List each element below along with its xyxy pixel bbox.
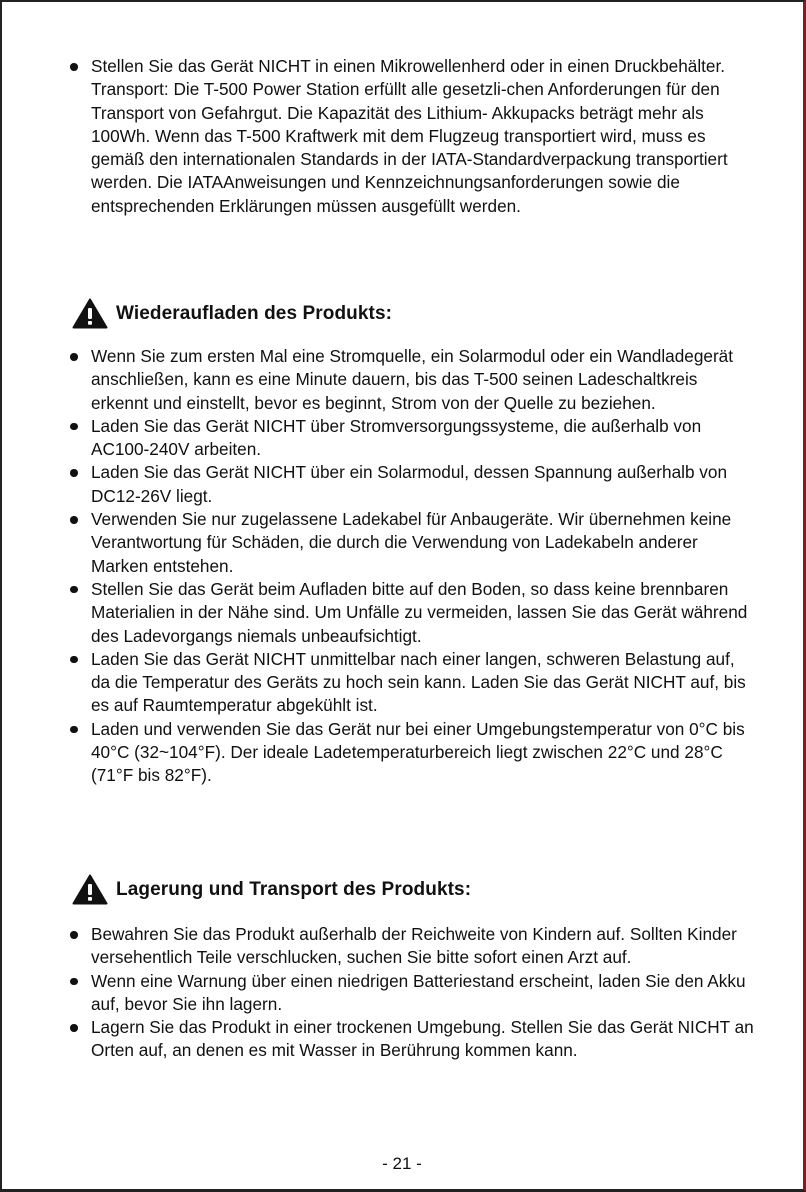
- intro-bullet-list: [68, 55, 758, 218]
- bullet-item: Wenn eine Warnung über einen niedrigen Batteriestand erscheint, laden Sie den Akku auf, bevor Sie ihn lagern.: [68, 970, 758, 1017]
- bullet-item: Stellen Sie das Gerät NICHT in einen Mikrowellenherd oder in einen Druckbehälter. Transport: Die T-500 Power Station erfüllt alle gesetzli-chen Anforderungen für den Transport von Gefahrgut. Die Kapazität des Lithium- Akkupacks beträgt mehr als 100Wh. Wenn das T-500 Kraftwerk mit dem Flugzeug transportiert wird, muss es gemäß den internationalen Standards in der IATA-Standardverpackung transportiert werden. Die IATAAnweisungen und Kennzeichnungsanforderungen sowie die entsprechenden Erklärungen müssen ausgefüllt werden.: [68, 55, 758, 218]
- warning-triangle-icon: [72, 298, 108, 329]
- page-number: - 21 -: [382, 1154, 422, 1173]
- bullet-item: Laden Sie das Gerät NICHT über Stromversorgungssysteme, die außerhalb von AC100-240V arbeiten.: [68, 415, 758, 462]
- bullet-item: Verwenden Sie nur zugelassene Ladekabel für Anbaugeräte. Wir übernehmen keine Verantwortung für Schäden, die durch die Verwendung von Ladekabeln anderer Marken entstehen.: [68, 508, 758, 578]
- section-title: Lagerung und Transport des Produkts:: [116, 878, 472, 900]
- bullet-item: Wenn Sie zum ersten Mal eine Stromquelle, ein Solarmodul oder ein Wandladegerät anschließen, kann es eine Minute dauern, bis das T-500 seinen Ladeschaltkreis erkennt und einstellt, bevor es beginnt, Strom von der Quelle zu beziehen.: [68, 345, 758, 415]
- bullet-item: Laden Sie das Gerät NICHT über ein Solarmodul, dessen Spannung außerhalb von DC12-26V liegt.: [68, 461, 758, 508]
- section-heading-recharge: [72, 298, 392, 329]
- warning-triangle-icon: [72, 874, 108, 905]
- bullet-item: Laden Sie das Gerät NICHT unmittelbar nach einer langen, schweren Belastung auf, da die Temperatur des Geräts zu hoch sein kann. Laden Sie das Gerät NICHT auf, bis es auf Raumtemperatur abgekühlt ist.: [68, 648, 758, 718]
- recharge-bullet-list: [68, 345, 758, 788]
- bullet-item: Bewahren Sie das Produkt außerhalb der Reichweite von Kindern auf. Sollten Kinder versehentlich Teile verschlucken, suchen Sie bitte sofort einen Arzt auf.: [68, 923, 758, 970]
- section-title: Wiederaufladen des Produkts:: [116, 302, 393, 324]
- section-heading-storage: [72, 874, 471, 905]
- storage-bullet-list: [68, 923, 758, 1063]
- bullet-item: Stellen Sie das Gerät beim Aufladen bitte auf den Boden, so dass keine brennbaren Materialien in der Nähe sind. Um Unfälle zu vermeiden, lassen Sie das Gerät während des Ladevorgangs niemals unbeaufsichtigt.: [68, 578, 758, 648]
- bullet-item: Lagern Sie das Produkt in einer trockenen Umgebung. Stellen Sie das Gerät NICHT an Orten auf, an denen es mit Wasser in Berührung kommen kann.: [68, 1016, 758, 1063]
- bullet-item: Laden und verwenden Sie das Gerät nur bei einer Umgebungstemperatur von 0°C bis 40°C (32~104°F). Der ideale Ladetemperaturbereich liegt zwischen 22°C und 28°C (71°F bis 82°F).: [68, 718, 758, 788]
